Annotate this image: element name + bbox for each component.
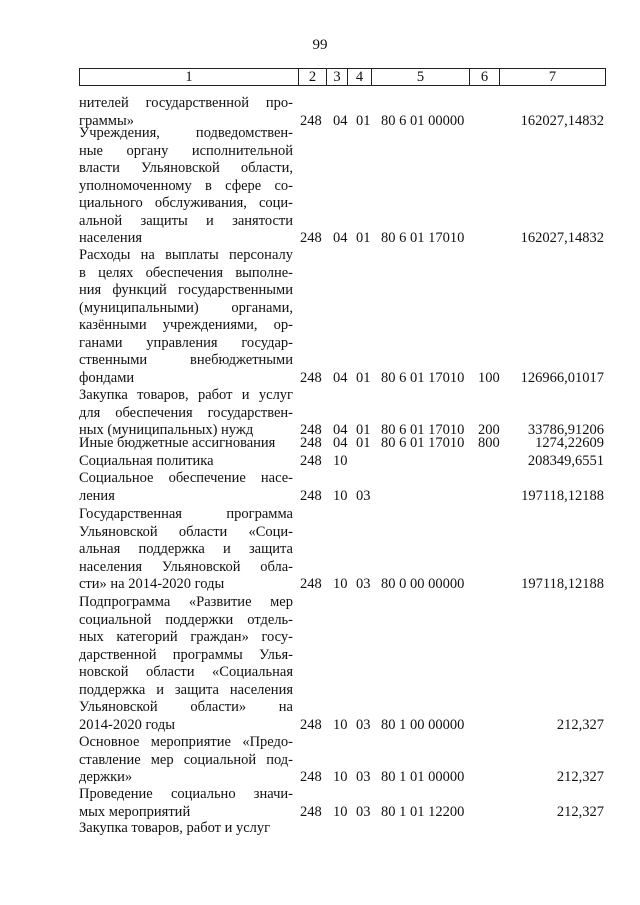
- header-col-1: 1: [80, 69, 299, 85]
- row-name-line: Учреждения, подведомствен-: [79, 125, 293, 141]
- cell-section: 10: [333, 769, 348, 785]
- cell-amount: 208349,6551: [527, 453, 604, 469]
- row-name: [79, 453, 293, 471]
- row-name-line: дарственной программы Улья-: [79, 646, 293, 663]
- row-name-line: ственными внебюджетными: [79, 352, 293, 368]
- page-number: 99: [312, 37, 328, 53]
- cell-subsection: 01: [356, 369, 371, 386]
- cell-admin-code: 248: [300, 487, 322, 504]
- row-name-line: нителей государственной про-: [79, 95, 293, 111]
- row-name-line: мых мероприятий: [79, 803, 191, 820]
- cell-target-article: 80 1 01 12200: [381, 803, 465, 820]
- cell-amount: 126966,01017: [520, 369, 604, 386]
- row-name-line: Иные бюджетные ассигнования: [79, 435, 276, 451]
- cell-target-article: 80 6 01 17010: [381, 435, 465, 451]
- row-name-line: Социальное обеспечение насе-: [79, 470, 293, 486]
- cell-subsection: 03: [356, 487, 371, 504]
- row-name-line: ганами управления государ-: [79, 334, 293, 351]
- cell-admin-code: 248: [300, 716, 322, 733]
- cell-subsection: 03: [356, 769, 371, 785]
- row-name-line: ления: [79, 487, 115, 504]
- cell-admin-code: 248: [300, 369, 322, 386]
- row-name-line: граммы»: [79, 112, 134, 129]
- header-col-5: 5: [372, 69, 470, 85]
- row-name-line: Ульяновской области «Соци-: [79, 523, 293, 540]
- header-col-6: 6: [470, 69, 500, 85]
- cell-target-article: 80 6 01 17010: [381, 422, 465, 438]
- cell-section: 04: [333, 369, 348, 386]
- cell-expense-type: 100: [478, 369, 500, 386]
- cell-target-article: 80 1 00 00000: [381, 716, 465, 733]
- row-name-line: держки»: [79, 769, 133, 785]
- cell-amount: 197118,12188: [521, 576, 604, 592]
- cell-target-article: 80 6 01 17010: [381, 230, 465, 246]
- cell-subsection: 01: [356, 112, 371, 129]
- row-name-line: Ульяновской области» на: [79, 699, 293, 715]
- cell-subsection: 01: [356, 422, 371, 438]
- row-name-line: Проведение социально значи-: [79, 786, 293, 802]
- cell-admin-code: 248: [300, 422, 322, 438]
- cell-admin-code: 248: [300, 576, 322, 592]
- row-name-line: сти» на 2014-2020 годы: [79, 576, 225, 592]
- row-name-line: ных категорий граждан» госу-: [79, 629, 293, 645]
- cell-target-article: 80 0 00 00000: [381, 576, 465, 592]
- cell-expense-type: 200: [478, 422, 500, 438]
- row-name: [79, 387, 293, 440]
- row-name-line: альная поддержка и защита: [79, 541, 293, 557]
- row-name-line: казёнными учреждениями, ор-: [79, 317, 293, 333]
- cell-section: 04: [333, 112, 348, 129]
- row-name-line: в целях обеспечения выполне-: [79, 264, 293, 281]
- cell-subsection: 03: [356, 576, 371, 592]
- row-name: [79, 820, 293, 838]
- row-name-line: Закупка товаров, работ и услуг: [79, 387, 293, 403]
- cell-subsection: 03: [356, 803, 371, 820]
- cell-section: 10: [333, 487, 348, 504]
- row-name-line: населения: [79, 230, 143, 246]
- cell-amount: 212,327: [556, 716, 604, 733]
- cell-admin-code: 248: [300, 112, 322, 129]
- cell-subsection: 01: [356, 435, 371, 451]
- row-name-line: Подпрограмма «Развитие мер: [79, 594, 293, 610]
- row-name-line: ния функций государственными: [79, 282, 293, 298]
- cell-section: 10: [333, 716, 348, 733]
- row-name-line: (муниципальными) органами,: [79, 299, 293, 316]
- cell-section: 10: [333, 803, 348, 820]
- row-name-line: 2014-2020 годы: [79, 716, 175, 733]
- row-name: [79, 786, 293, 821]
- header-col-4: 4: [348, 69, 372, 85]
- row-name-line: власти Ульяновской области,: [79, 160, 293, 176]
- row-name-line: для обеспечения государствен-: [79, 404, 293, 421]
- row-name: [79, 734, 293, 787]
- cell-admin-code: 248: [300, 453, 322, 469]
- header-col-7: 7: [548, 69, 557, 85]
- cell-target-article: 80 6 01 17010: [381, 369, 465, 386]
- row-name-line: ных (муниципальных) нужд: [79, 422, 254, 438]
- cell-subsection: 03: [356, 716, 371, 733]
- row-name: [79, 470, 293, 505]
- cell-admin-code: 248: [300, 769, 322, 785]
- row-name-line: циального обслуживания, соци-: [79, 195, 293, 211]
- header-col-3: 3: [327, 69, 348, 85]
- cell-amount: 1274,22609: [535, 435, 604, 451]
- row-name: [79, 247, 293, 387]
- cell-section: 10: [333, 453, 348, 469]
- row-name-line: населения Ульяновской обла-: [79, 558, 293, 575]
- row-name-line: фондами: [79, 369, 135, 386]
- table-header: [79, 68, 606, 86]
- row-name: [79, 594, 293, 734]
- row-name: [79, 125, 293, 248]
- row-name-line: социальной поддержки отдель-: [79, 611, 293, 628]
- cell-amount: 162027,14832: [520, 230, 604, 246]
- cell-section: 04: [333, 435, 348, 451]
- cell-amount: 197118,12188: [521, 487, 604, 504]
- cell-expense-type: 800: [478, 435, 500, 451]
- cell-amount: 162027,14832: [520, 112, 604, 129]
- cell-amount: 212,327: [556, 803, 604, 820]
- header-col-2: 2: [299, 69, 327, 85]
- row-name-line: Закупка товаров, работ и услуг: [79, 820, 271, 836]
- cell-section: 04: [333, 422, 348, 438]
- row-name-line: поддержка и защита населения: [79, 681, 293, 698]
- row-name: [79, 435, 293, 453]
- cell-target-article: 80 6 01 00000: [381, 112, 465, 129]
- row-name-line: ставление мер социальной под-: [79, 751, 293, 768]
- row-name-line: Социальная политика: [79, 453, 214, 469]
- row-name-line: Государственная программа: [79, 506, 293, 522]
- row-name: [79, 506, 293, 594]
- cell-section: 10: [333, 576, 348, 592]
- row-name-line: Основное мероприятие «Предо-: [79, 734, 293, 750]
- row-name-line: Расходы на выплаты персоналу: [79, 247, 293, 263]
- row-name-line: ные органу исполнительной: [79, 142, 293, 159]
- row-name-line: новской области «Социальная: [79, 664, 293, 680]
- cell-section: 04: [333, 230, 348, 246]
- row-name-line: альной защиты и занятости: [79, 212, 293, 229]
- cell-admin-code: 248: [300, 803, 322, 820]
- cell-amount: 33786,91206: [527, 422, 604, 438]
- cell-admin-code: 248: [300, 435, 322, 451]
- cell-subsection: 01: [356, 230, 371, 246]
- cell-admin-code: 248: [300, 230, 322, 246]
- cell-amount: 212,327: [556, 769, 604, 785]
- cell-target-article: 80 1 01 00000: [381, 769, 465, 785]
- row-name-line: уполномоченному в сфере со-: [79, 177, 293, 194]
